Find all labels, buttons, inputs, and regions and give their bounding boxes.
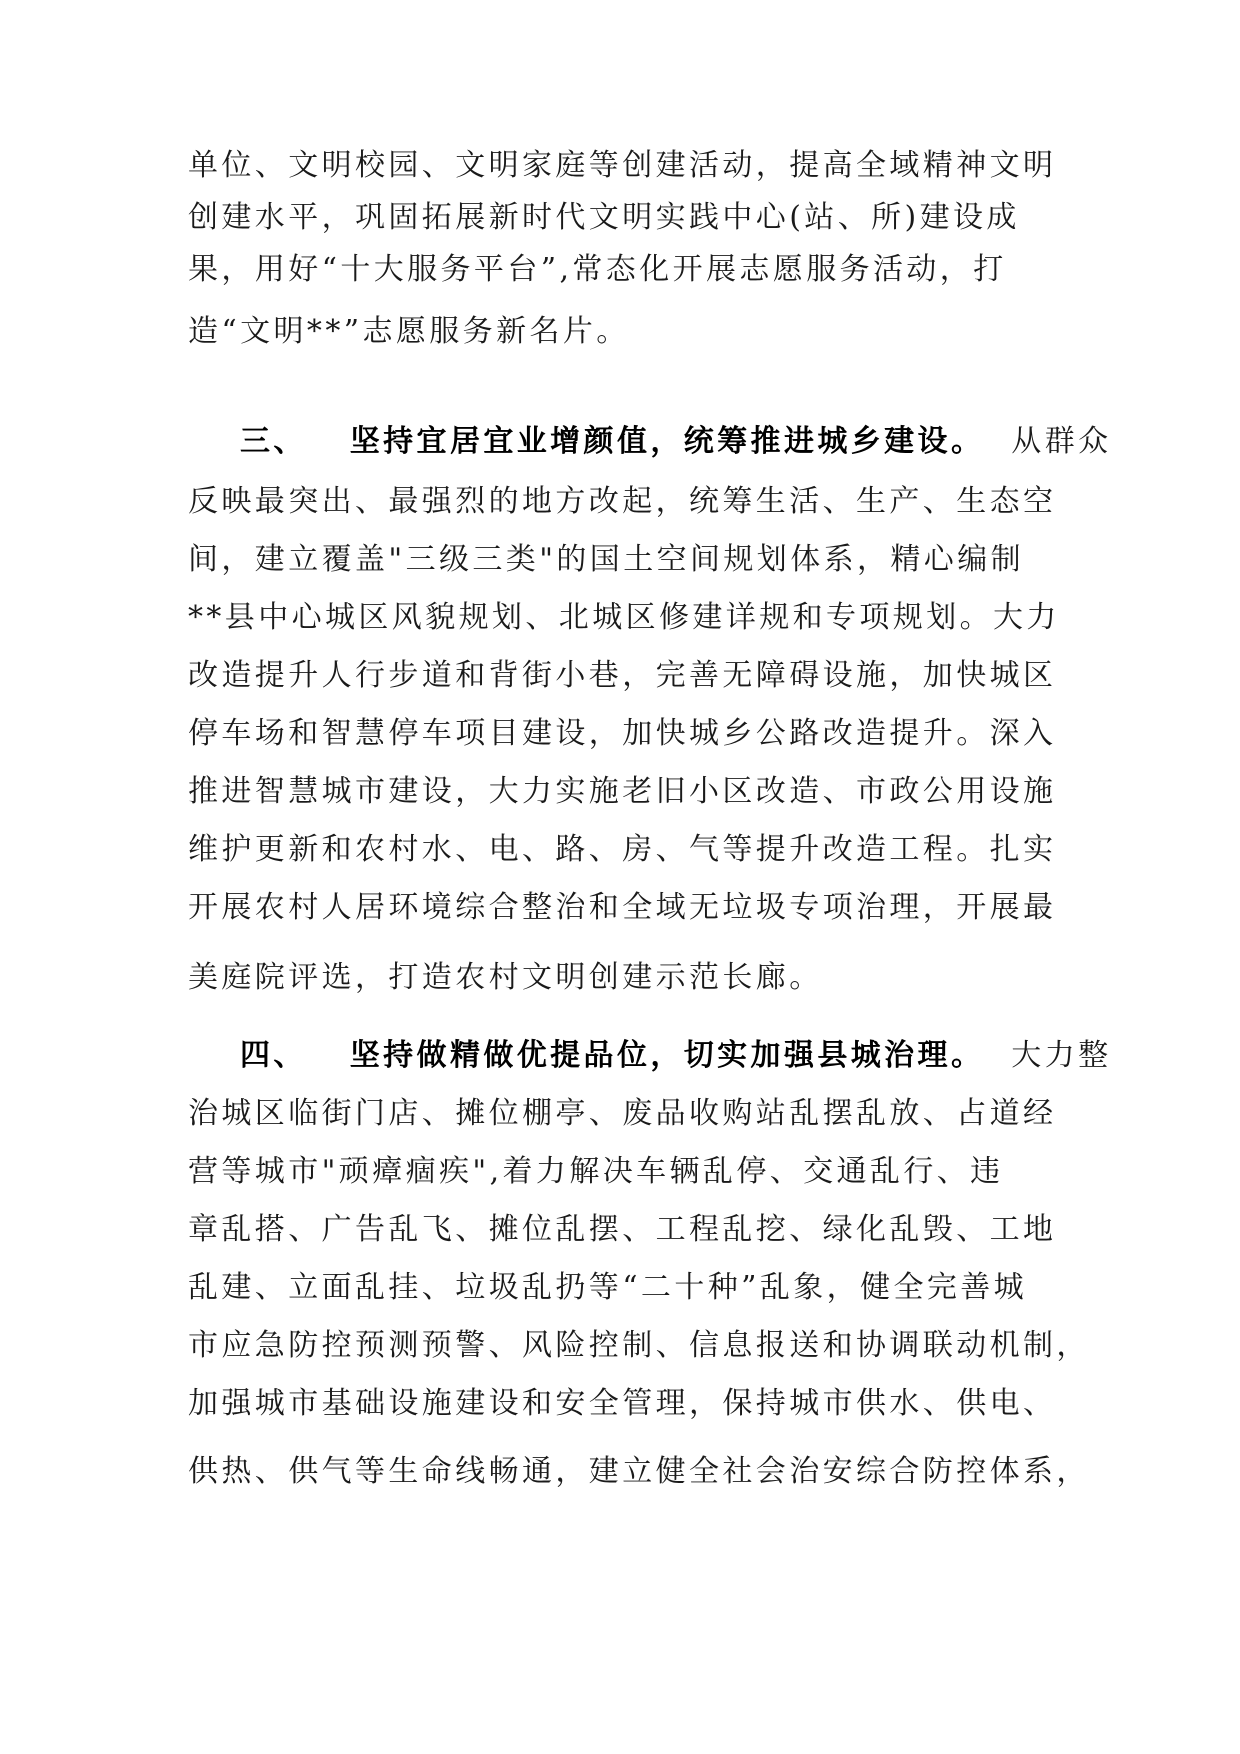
text-line: **县中心城区风貌规划、北城区修建详规和专项规划。大力 bbox=[188, 600, 1060, 635]
text-line: 停车场和智慧停车项目建设，加快城乡公路改造提升。深入 bbox=[188, 716, 1057, 751]
text-line: 维护更新和农村水、电、路、房、气等提升改造工程。扎实 bbox=[188, 832, 1057, 867]
heading-line-tail: 从群众 bbox=[1011, 424, 1112, 459]
text-line: 果，用好“十大服务平台”,常态化开展志愿服务活动，打 bbox=[188, 252, 1007, 287]
text-line: 造“文明**”志愿服务新名片。 bbox=[188, 314, 630, 349]
text-line: 单位、文明校园、文明家庭等创建活动，提高全域精神文明 bbox=[188, 148, 1057, 183]
text-line: 章乱搭、广告乱飞、摊位乱摆、工程乱挖、绿化乱毁、工地 bbox=[188, 1212, 1057, 1247]
section-heading-line bbox=[188, 422, 1112, 462]
text-line: 间，建立覆盖"三级三类"的国土空间规划体系，精心编制 bbox=[188, 542, 1024, 577]
text-line: 改造提升人行步道和背街小巷，完善无障碍设施，加快城区 bbox=[188, 658, 1057, 693]
section-heading: 坚持宜居宜业增颜值，统筹推进城乡建设。 bbox=[349, 424, 985, 459]
text-line: 供热、供气等生命线畅通，建立健全社会治安综合防控体系， bbox=[188, 1454, 1090, 1489]
section-heading: 坚持做精做优提品位，切实加强县城治理。 bbox=[349, 1038, 985, 1073]
text-line: 美庭院评选，打造农村文明创建示范长廊。 bbox=[188, 960, 823, 995]
text-line: 营等城市"顽瘴痼疾",着力解决车辆乱停、交通乱行、违 bbox=[188, 1154, 1004, 1189]
section-heading-line bbox=[188, 1036, 1112, 1076]
heading-line-tail: 大力整 bbox=[1011, 1038, 1112, 1073]
text-line: 反映最突出、最强烈的地方改起，统筹生活、生产、生态空 bbox=[188, 484, 1057, 519]
text-line: 创建水平，巩固拓展新时代文明实践中心(站、所)建设成 bbox=[188, 200, 1020, 235]
section-number: 三、 bbox=[240, 424, 307, 459]
text-line: 乱建、立面乱挂、垃圾乱扔等“二十种”乱象，健全完善城 bbox=[188, 1270, 1028, 1305]
text-line: 治城区临街门店、摊位棚亭、废品收购站乱摆乱放、占道经 bbox=[188, 1096, 1057, 1131]
text-line: 推进智慧城市建设，大力实施老旧小区改造、市政公用设施 bbox=[188, 774, 1057, 809]
text-line: 市应急防控预测预警、风险控制、信息报送和协调联动机制， bbox=[188, 1328, 1090, 1363]
section-number: 四、 bbox=[240, 1038, 307, 1073]
text-line: 加强城市基础设施建设和安全管理，保持城市供水、供电、 bbox=[188, 1386, 1057, 1421]
text-line: 开展农村人居环境综合整治和全域无垃圾专项治理，开展最 bbox=[188, 890, 1057, 925]
